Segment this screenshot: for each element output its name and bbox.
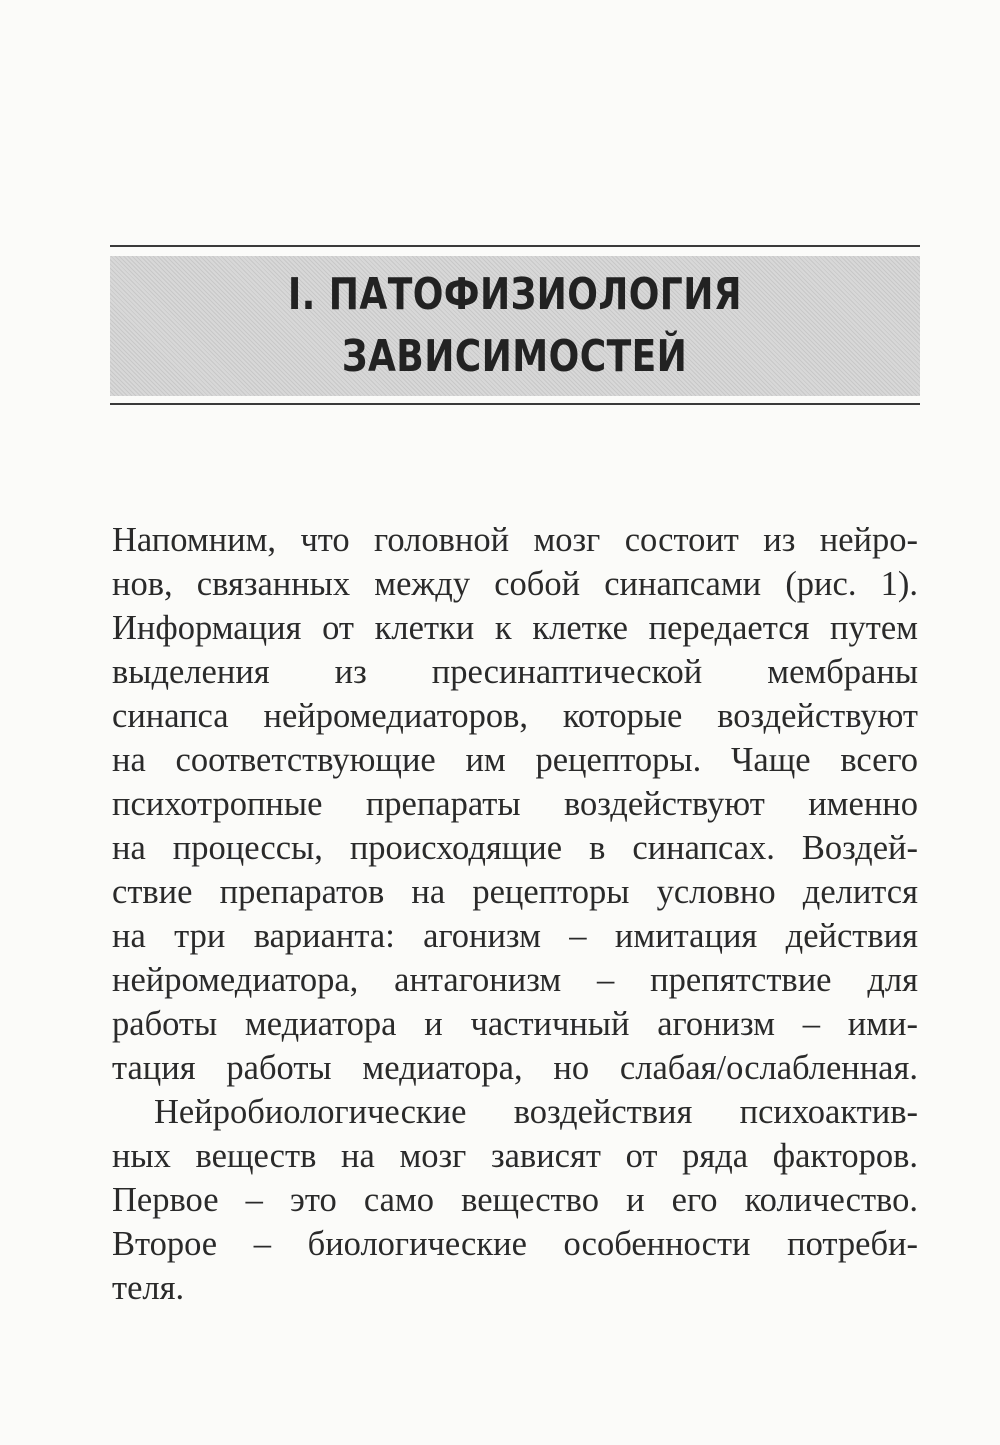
chapter-heading	[110, 256, 920, 396]
text-line: тация работы медиатора, но слабая/ослабленная.	[112, 1049, 918, 1087]
text-line: ствие препаратов на рецепторы условно делится	[112, 873, 918, 911]
text-line: выделения из пресинаптической мембраны	[112, 653, 918, 691]
chapter-title-line: ЗАВИСИМОСТЕЙ	[342, 331, 688, 382]
paragraph-2	[112, 1090, 918, 1310]
text-line: синапса нейромедиаторов, которые воздействуют	[112, 697, 918, 735]
text-line: на процессы, происходящие в синапсах. Воздей-	[112, 829, 918, 867]
text-line: на соответствующие им рецепторы. Чаще всего	[112, 741, 918, 779]
text-line: нов, связанных между собой синапсами (рис. 1).	[112, 565, 918, 603]
text-line: нейромедиатора, антагонизм – препятствие для	[112, 961, 918, 999]
heading-top-rule	[110, 245, 920, 247]
text-line: теля.	[112, 1269, 185, 1307]
text-line: на три варианта: агонизм – имитация действия	[112, 917, 918, 955]
text-line: Напомним, что головной мозг состоит из нейро-	[112, 521, 918, 559]
heading-bottom-rule	[110, 403, 920, 405]
text-line: Первое – это само вещество и его количество.	[112, 1181, 918, 1219]
chapter-title-line: I. ПАТОФИЗИОЛОГИЯ	[287, 269, 743, 320]
text-line: Информация от клетки к клетке передается путем	[112, 609, 918, 647]
paragraph-1	[112, 518, 918, 1090]
text-line: Второе – биологические особенности потреби-	[112, 1225, 918, 1263]
text-line: ных веществ на мозг зависят от ряда факторов.	[112, 1137, 918, 1175]
text-line: работы медиатора и частичный агонизм – ими-	[112, 1005, 918, 1043]
text-line: Нейробиологические воздействия психоактив-	[154, 1093, 918, 1131]
text-line: психотропные препараты воздействуют именно	[112, 785, 918, 823]
body-text	[112, 518, 918, 1310]
